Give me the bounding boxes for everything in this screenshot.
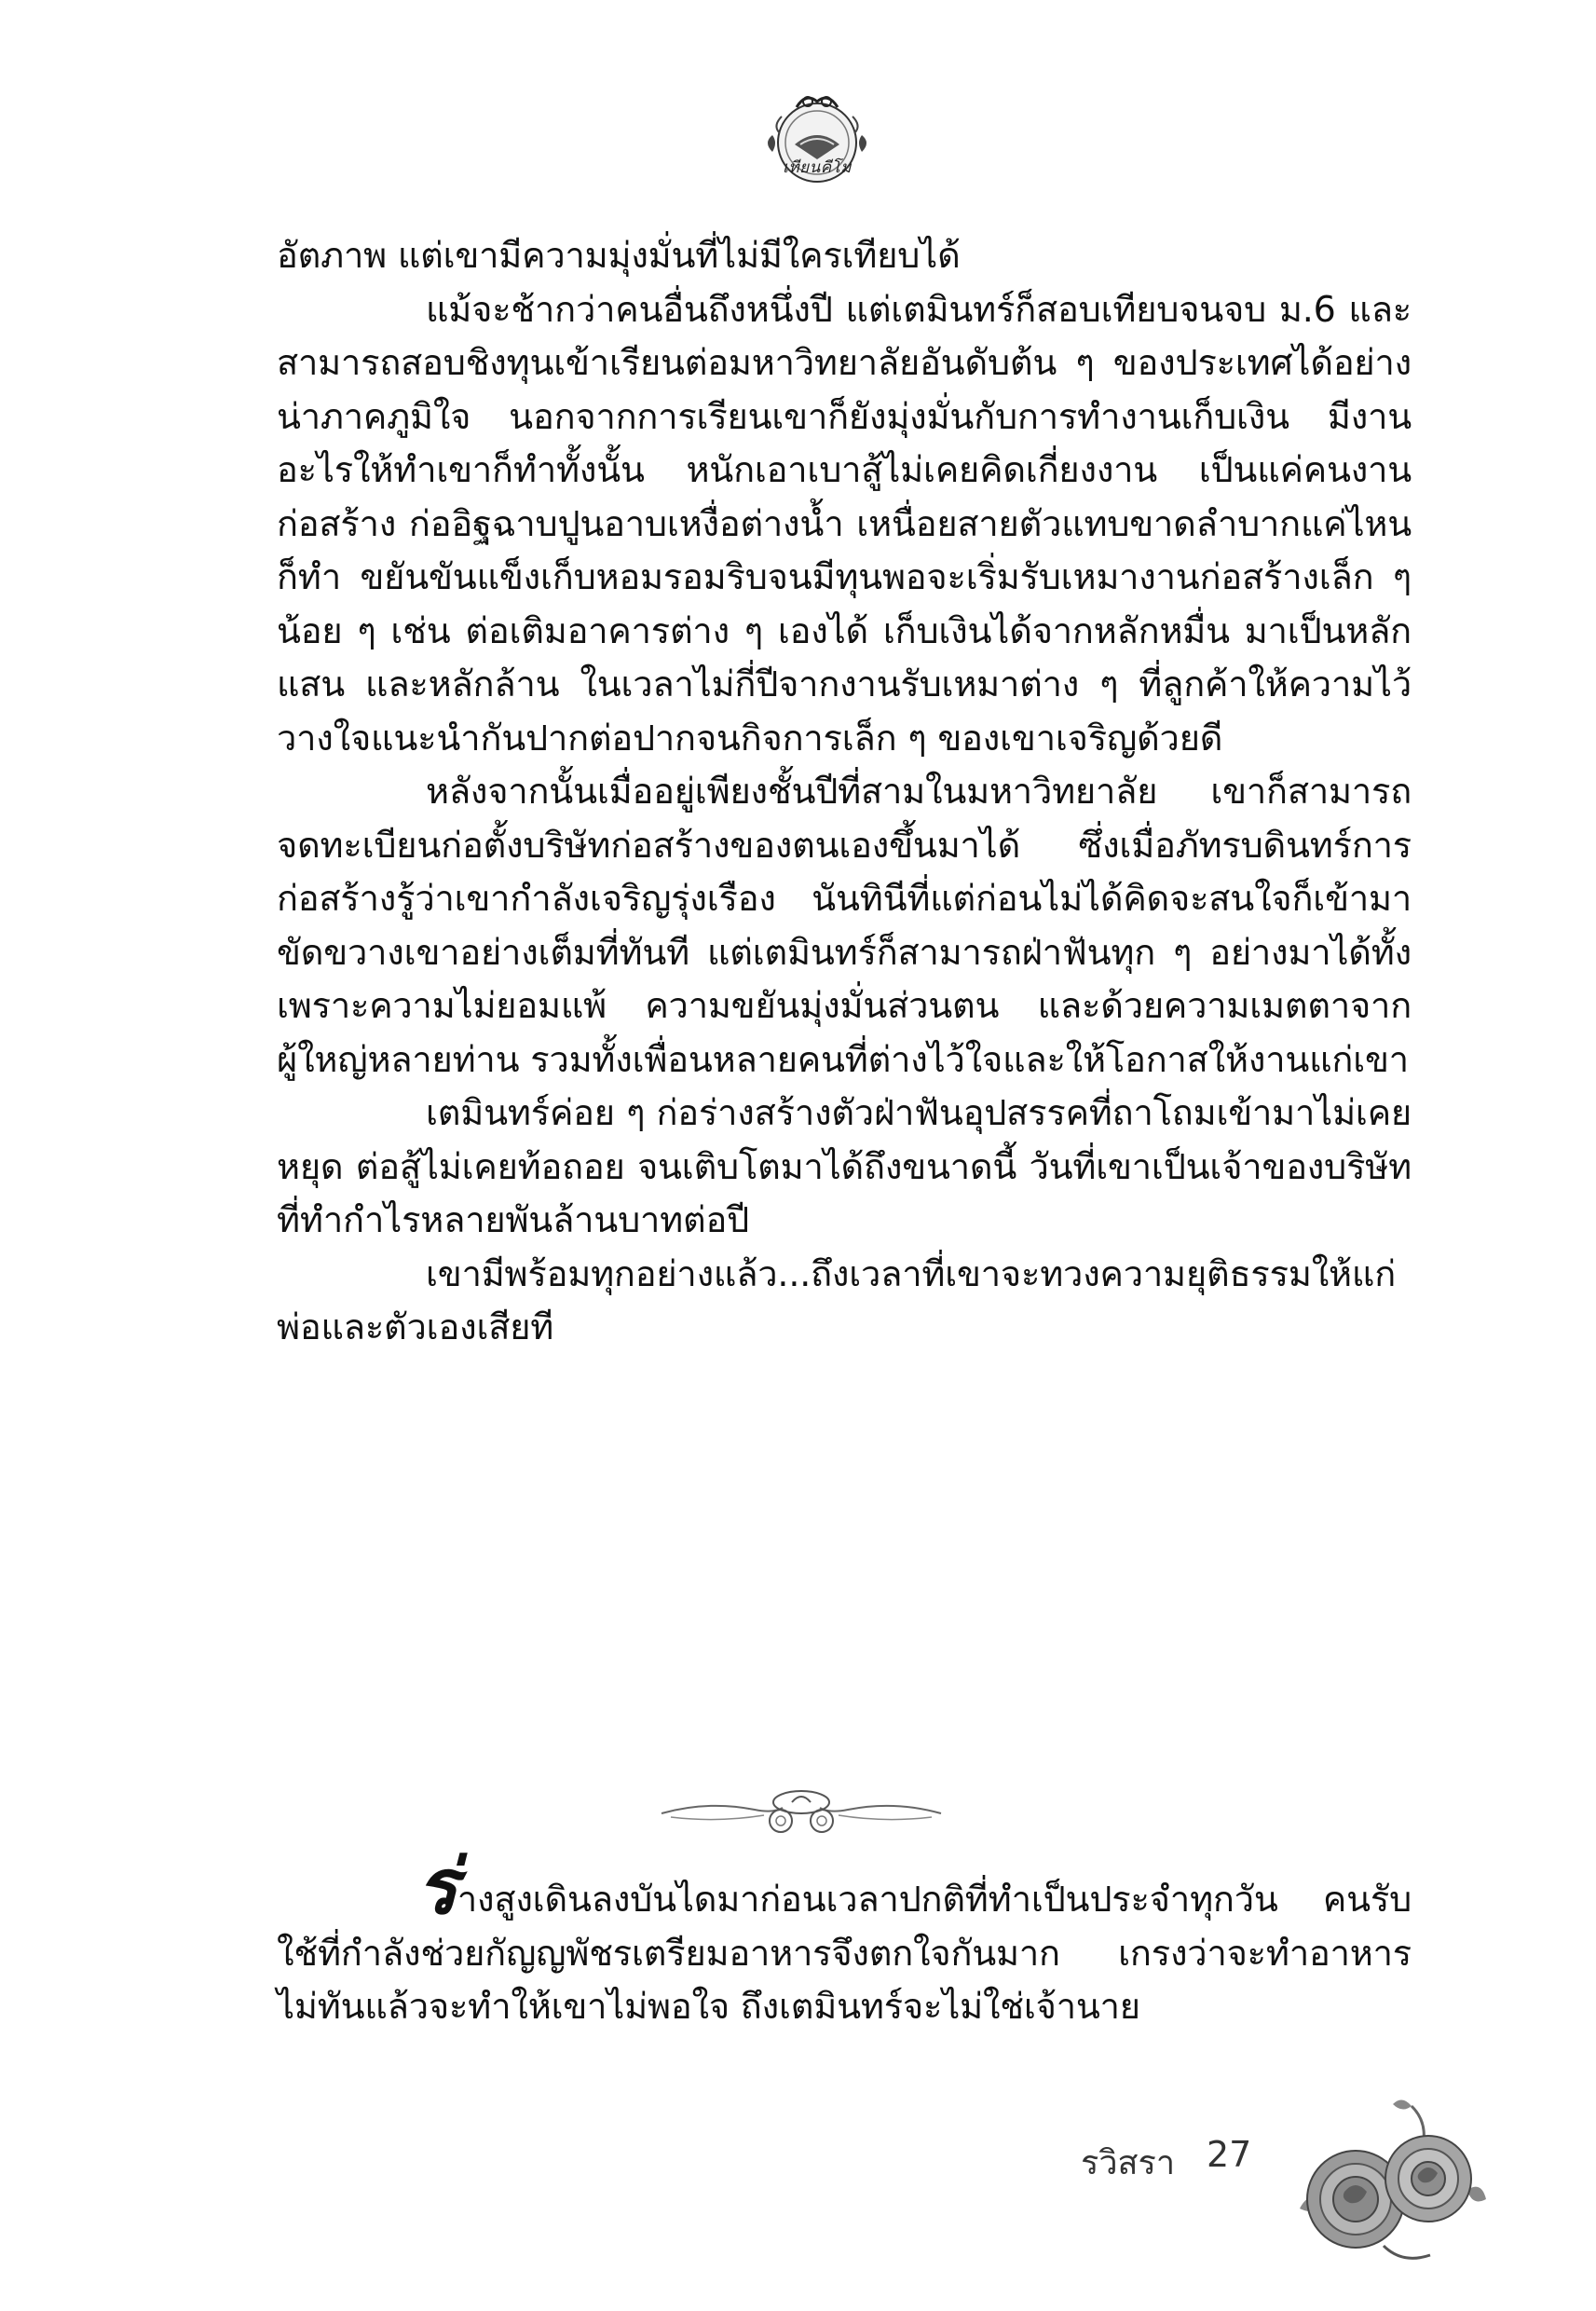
paragraph: เตมินทร์ค่อย ๆ ก่อร่างสร้างตัวฝ่าฟันอุปสรรคที่ถาโถมเข้ามาไม่เคยหยุด ต่อสู้ไม่เคยท้อถอย จนเติบโตมาได้ถึงขนาดนี้ วันที่เขาเป็นเจ้าของบริษัทที่ทำกำไรหลายพันล้านบาทต่อปี: [277, 1092, 1412, 1240]
page-number: 27: [1207, 2134, 1252, 2175]
body-text: [277, 229, 1412, 1355]
ornamental-divider-icon: [652, 1782, 950, 1841]
second-section-body: างสูงเดินลงบันไดมาก่อนเวลาปกติที่ทำเป็นประจำทุกวัน คนรับใช้ที่กำลังช่วยกัญญพัชรเตรียมอาหารจึงตกใจกันมาก เกรงว่าจะทำอาหารไม่ทันแล้วจะทำให้เขาไม่พอใจ ถึงเตมินทร์จะไม่ใช่เจ้านาย: [277, 1879, 1412, 2027]
paragraph: แม้จะช้ากว่าคนอื่นถึงหนึ่งปี แต่เตมินทร์ก็สอบเทียบจนจบ ม.6 และสามารถสอบชิงทุนเข้าเรียนต่อมหาวิทยาลัยอันดับต้น ๆ ของประเทศได้อย่างน่าภาคภูมิใจ นอกจากการเรียนเขาก็ยังมุ่งมั่นกับการทำงานเก็บเงิน มีงานอะไรให้ทำเขาก็ทำทั้งนั้น หนักเอาเบาสู้ไม่เคยคิดเกี่ยงงาน เป็นแค่คนงานก่อสร้าง ก่ออิฐฉาบปูนอาบเหงื่อต่างน้ำ เหนื่อยสายตัวแทบขาดลำบากแค่ไหนก็ทำ ขยันขันแข็งเก็บหอมรอมริบจนมีทุนพอจะเริ่มรับเหมางานก่อสร้างเล็ก ๆ น้อย ๆ เช่น ต่อเติมอาคารต่าง ๆ เองได้ เก็บเงินได้จากหลักหมื่น มาเป็นหลักแสน และหลักล้าน ในเวลาไม่กี่ปีจากงานรับเหมาต่าง ๆ ที่ลูกค้าให้ความไว้วางใจแนะนำกันปากต่อปากจนกิจการเล็ก ๆ ของเขาเจริญด้วยดี: [277, 288, 1412, 759]
drop-cap: ร่: [416, 1842, 457, 1932]
paragraph: เขามีพร้อมทุกอย่างแล้ว...ถึงเวลาที่เขาจะทวงความยุติธรรมให้แก่พ่อและตัวเองเสียที: [277, 1252, 1397, 1347]
roses-decoration-icon: [1272, 2087, 1488, 2274]
header-logo-text: เทียนคีโม: [783, 158, 852, 177]
footer-book-title: รวิสรา: [1081, 2144, 1176, 2182]
second-section-text: [277, 1842, 1412, 2034]
header-logo-emblem-icon: [759, 89, 875, 200]
paragraph: หลังจากนั้นเมื่ออยู่เพียงชั้นปีที่สามในมหาวิทยาลัย เขาก็สามารถจดทะเบียนก่อตั้งบริษัทก่อสร้างของตนเองขึ้นมาได้ ซึ่งเมื่อภัทรบดินทร์การก่อสร้างรู้ว่าเขากำลังเจริญรุ่งเรือง นันทินีที่แต่ก่อนไม่ได้คิดจะสนใจก็เข้ามาขัดขวางเขาอย่างเต็มที่ทันที แต่เตมินทร์ก็สามารถฝ่าฟันทุก ๆ อย่างมาได้ทั้งเพราะความไม่ยอมแพ้ ความขยันมุ่งมั่นส่วนตน และด้วยความเมตตาจากผู้ใหญ่หลายท่าน รวมทั้งเพื่อนหลายคนที่ต่างไว้ใจและให้โอกาสให้งานแก่เขา: [277, 771, 1412, 1080]
paragraph: อัตภาพ แต่เขามีความมุ่งมั่นที่ไม่มีใครเทียบได้: [277, 235, 961, 276]
paragraph: [277, 1842, 1412, 2034]
